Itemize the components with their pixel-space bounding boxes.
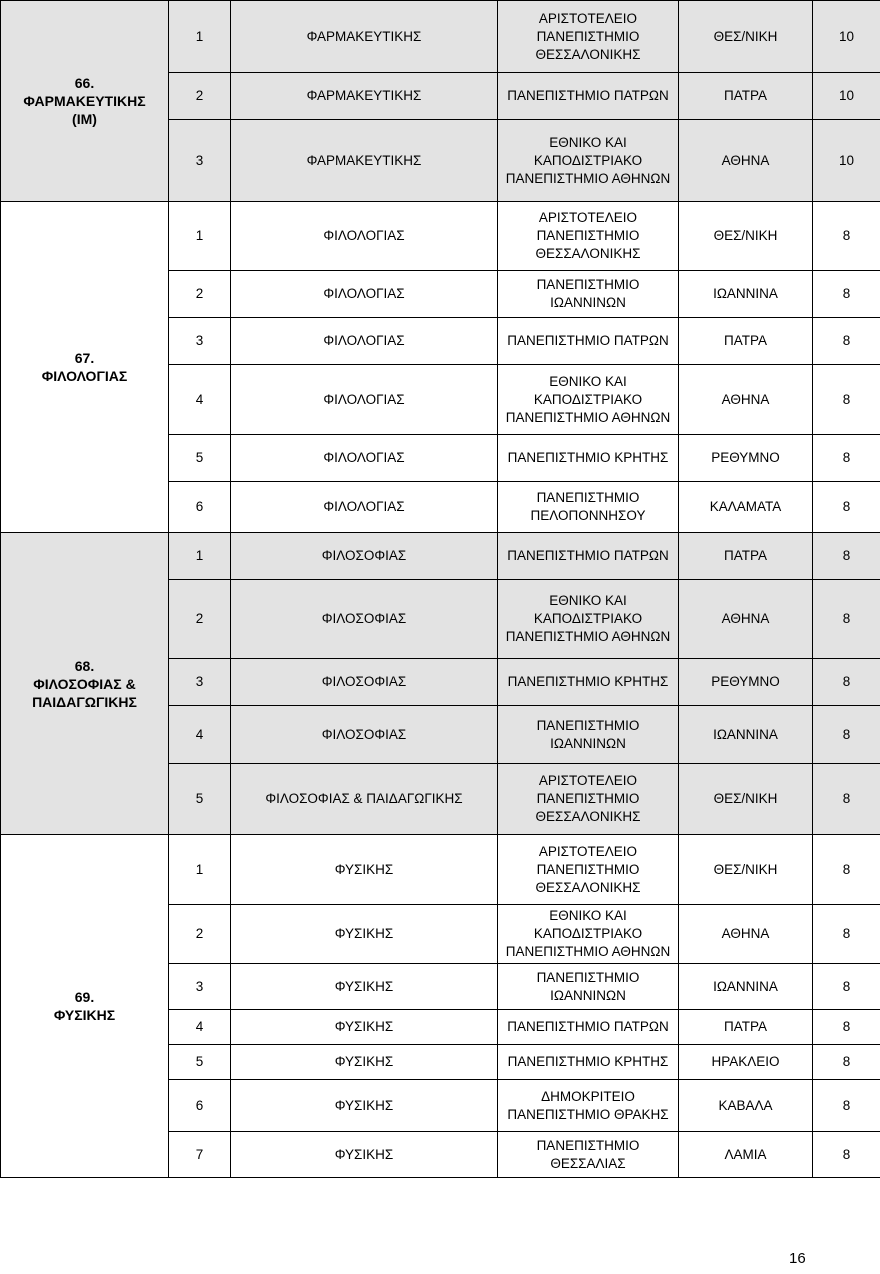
row-number-cell: 5 (169, 764, 231, 835)
university-cell: ΠΑΝΕΠΙΣΤΗΜΙΟ ΠΑΤΡΩΝ (498, 1010, 679, 1045)
university-cell: ΠΑΝΕΠΙΣΤΗΜΙΟ ΙΩΑΝΝΙΝΩΝ (498, 706, 679, 764)
department-cell: ΦΙΛΟΛΟΓΙΑΣ (231, 482, 498, 533)
university-cell: ΑΡΙΣΤΟΤΕΛΕΙΟ ΠΑΝΕΠΙΣΤΗΜΙΟ ΘΕΣΣΑΛΟΝΙΚΗΣ (498, 764, 679, 835)
city-cell: ΑΘΗΝΑ (679, 580, 813, 659)
city-cell: ΑΘΗΝΑ (679, 365, 813, 435)
group-label-cell: 67. ΦΙΛΟΛΟΓΙΑΣ (1, 202, 169, 533)
university-cell: ΠΑΝΕΠΙΣΤΗΜΙΟ ΠΑΤΡΩΝ (498, 73, 679, 120)
department-cell: ΦΙΛΟΣΟΦΙΑΣ (231, 706, 498, 764)
department-cell: ΦΙΛΟΛΟΓΙΑΣ (231, 271, 498, 318)
department-cell: ΦΙΛΟΣΟΦΙΑΣ (231, 580, 498, 659)
university-cell: ΕΘΝΙΚΟ ΚΑΙ ΚΑΠΟΔΙΣΤΡΙΑΚΟ ΠΑΝΕΠΙΣΤΗΜΙΟ ΑΘΗΝΩΝ (498, 580, 679, 659)
value-cell: 8 (813, 482, 880, 533)
table-row (1, 835, 880, 905)
row-number-cell: 5 (169, 435, 231, 482)
value-cell: 8 (813, 1010, 880, 1045)
value-cell: 8 (813, 1045, 880, 1080)
group-label-cell: 69. ΦΥΣΙΚΗΣ (1, 835, 169, 1178)
city-cell: ΛΑΜΙΑ (679, 1132, 813, 1178)
value-cell: 8 (813, 1132, 880, 1178)
value-cell: 8 (813, 365, 880, 435)
department-cell: ΦΙΛΟΣΟΦΙΑΣ (231, 659, 498, 706)
city-cell: ΙΩΑΝΝΙΝΑ (679, 271, 813, 318)
value-cell: 8 (813, 706, 880, 764)
university-cell: ΠΑΝΕΠΙΣΤΗΜΙΟ ΙΩΑΝΝΙΝΩΝ (498, 271, 679, 318)
page-number: 16 (789, 1250, 806, 1267)
department-cell: ΦΙΛΟΛΟΓΙΑΣ (231, 202, 498, 271)
value-cell: 8 (813, 580, 880, 659)
row-number-cell: 1 (169, 202, 231, 271)
group-label-cell: 68. ΦΙΛΟΣΟΦΙΑΣ & ΠΑΙΔΑΓΩΓΙΚΗΣ (1, 533, 169, 835)
row-number-cell: 6 (169, 1080, 231, 1132)
row-number-cell: 3 (169, 964, 231, 1010)
value-cell: 8 (813, 905, 880, 964)
row-number-cell: 1 (169, 835, 231, 905)
university-cell: ΑΡΙΣΤΟΤΕΛΕΙΟ ΠΑΝΕΠΙΣΤΗΜΙΟ ΘΕΣΣΑΛΟΝΙΚΗΣ (498, 835, 679, 905)
group-label-cell: 66. ΦΑΡΜΑΚΕΥΤΙΚΗΣ (ΙΜ) (1, 1, 169, 202)
city-cell: ΡΕΘΥΜΝΟ (679, 659, 813, 706)
department-cell: ΦΥΣΙΚΗΣ (231, 905, 498, 964)
department-cell: ΦΑΡΜΑΚΕΥΤΙΚΗΣ (231, 1, 498, 73)
row-number-cell: 7 (169, 1132, 231, 1178)
department-cell: ΦΙΛΟΛΟΓΙΑΣ (231, 435, 498, 482)
department-cell: ΦΥΣΙΚΗΣ (231, 964, 498, 1010)
university-cell: ΕΘΝΙΚΟ ΚΑΙ ΚΑΠΟΔΙΣΤΡΙΑΚΟ ΠΑΝΕΠΙΣΤΗΜΙΟ ΑΘΗΝΩΝ (498, 365, 679, 435)
department-cell: ΦΑΡΜΑΚΕΥΤΙΚΗΣ (231, 120, 498, 202)
row-number-cell: 2 (169, 271, 231, 318)
table-row (1, 533, 880, 580)
department-cell: ΦΙΛΟΣΟΦΙΑΣ & ΠΑΙΔΑΓΩΓΙΚΗΣ (231, 764, 498, 835)
row-number-cell: 4 (169, 706, 231, 764)
city-cell: ΙΩΑΝΝΙΝΑ (679, 706, 813, 764)
department-cell: ΦΥΣΙΚΗΣ (231, 1010, 498, 1045)
city-cell: ΑΘΗΝΑ (679, 120, 813, 202)
row-number-cell: 3 (169, 659, 231, 706)
row-number-cell: 3 (169, 318, 231, 365)
department-cell: ΦΙΛΟΛΟΓΙΑΣ (231, 318, 498, 365)
value-cell: 10 (813, 120, 880, 202)
value-cell: 8 (813, 318, 880, 365)
department-cell: ΦΥΣΙΚΗΣ (231, 835, 498, 905)
row-number-cell: 2 (169, 73, 231, 120)
university-cell: ΑΡΙΣΤΟΤΕΛΕΙΟ ΠΑΝΕΠΙΣΤΗΜΙΟ ΘΕΣΣΑΛΟΝΙΚΗΣ (498, 1, 679, 73)
university-cell: ΕΘΝΙΚΟ ΚΑΙ ΚΑΠΟΔΙΣΤΡΙΑΚΟ ΠΑΝΕΠΙΣΤΗΜΙΟ ΑΘΗΝΩΝ (498, 120, 679, 202)
department-cell: ΦΥΣΙΚΗΣ (231, 1045, 498, 1080)
city-cell: ΘΕΣ/ΝΙΚΗ (679, 202, 813, 271)
city-cell: ΘΕΣ/ΝΙΚΗ (679, 764, 813, 835)
city-cell: ΠΑΤΡΑ (679, 318, 813, 365)
row-number-cell: 2 (169, 905, 231, 964)
city-cell: ΠΑΤΡΑ (679, 1010, 813, 1045)
department-cell: ΦΙΛΟΣΟΦΙΑΣ (231, 533, 498, 580)
table-row (1, 202, 880, 271)
university-cell: ΕΘΝΙΚΟ ΚΑΙ ΚΑΠΟΔΙΣΤΡΙΑΚΟ ΠΑΝΕΠΙΣΤΗΜΙΟ ΑΘΗΝΩΝ (498, 905, 679, 964)
university-cell: ΑΡΙΣΤΟΤΕΛΕΙΟ ΠΑΝΕΠΙΣΤΗΜΙΟ ΘΕΣΣΑΛΟΝΙΚΗΣ (498, 202, 679, 271)
value-cell: 8 (813, 202, 880, 271)
university-cell: ΔΗΜΟΚΡΙΤΕΙΟ ΠΑΝΕΠΙΣΤΗΜΙΟ ΘΡΑΚΗΣ (498, 1080, 679, 1132)
value-cell: 8 (813, 659, 880, 706)
city-cell: ΑΘΗΝΑ (679, 905, 813, 964)
university-cell: ΠΑΝΕΠΙΣΤΗΜΙΟ ΚΡΗΤΗΣ (498, 1045, 679, 1080)
city-cell: ΘΕΣ/ΝΙΚΗ (679, 1, 813, 73)
table-row (1, 1, 880, 73)
row-number-cell: 4 (169, 1010, 231, 1045)
university-cell: ΠΑΝΕΠΙΣΤΗΜΙΟ ΠΑΤΡΩΝ (498, 318, 679, 365)
university-cell: ΠΑΝΕΠΙΣΤΗΜΙΟ ΙΩΑΝΝΙΝΩΝ (498, 964, 679, 1010)
university-cell: ΠΑΝΕΠΙΣΤΗΜΙΟ ΚΡΗΤΗΣ (498, 435, 679, 482)
value-cell: 8 (813, 271, 880, 318)
value-cell: 10 (813, 1, 880, 73)
row-number-cell: 4 (169, 365, 231, 435)
city-cell: ΗΡΑΚΛΕΙΟ (679, 1045, 813, 1080)
row-number-cell: 3 (169, 120, 231, 202)
university-cell: ΠΑΝΕΠΙΣΤΗΜΙΟ ΠΕΛΟΠΟΝΝΗΣΟΥ (498, 482, 679, 533)
university-cell: ΠΑΝΕΠΙΣΤΗΜΙΟ ΚΡΗΤΗΣ (498, 659, 679, 706)
department-cell: ΦΥΣΙΚΗΣ (231, 1132, 498, 1178)
row-number-cell: 5 (169, 1045, 231, 1080)
city-cell: ΘΕΣ/ΝΙΚΗ (679, 835, 813, 905)
city-cell: ΠΑΤΡΑ (679, 73, 813, 120)
city-cell: ΚΑΛΑΜΑΤΑ (679, 482, 813, 533)
value-cell: 8 (813, 435, 880, 482)
value-cell: 8 (813, 835, 880, 905)
table-body (1, 1, 880, 1178)
city-cell: ΡΕΘΥΜΝΟ (679, 435, 813, 482)
department-cell: ΦΙΛΟΛΟΓΙΑΣ (231, 365, 498, 435)
city-cell: ΚΑΒΑΛΑ (679, 1080, 813, 1132)
department-cell: ΦΑΡΜΑΚΕΥΤΙΚΗΣ (231, 73, 498, 120)
value-cell: 8 (813, 1080, 880, 1132)
row-number-cell: 6 (169, 482, 231, 533)
value-cell: 8 (813, 964, 880, 1010)
city-cell: ΠΑΤΡΑ (679, 533, 813, 580)
university-cell: ΠΑΝΕΠΙΣΤΗΜΙΟ ΘΕΣΣΑΛΙΑΣ (498, 1132, 679, 1178)
row-number-cell: 1 (169, 1, 231, 73)
value-cell: 8 (813, 764, 880, 835)
value-cell: 8 (813, 533, 880, 580)
university-cell: ΠΑΝΕΠΙΣΤΗΜΙΟ ΠΑΤΡΩΝ (498, 533, 679, 580)
department-cell: ΦΥΣΙΚΗΣ (231, 1080, 498, 1132)
row-number-cell: 1 (169, 533, 231, 580)
value-cell: 10 (813, 73, 880, 120)
city-cell: ΙΩΑΝΝΙΝΑ (679, 964, 813, 1010)
row-number-cell: 2 (169, 580, 231, 659)
